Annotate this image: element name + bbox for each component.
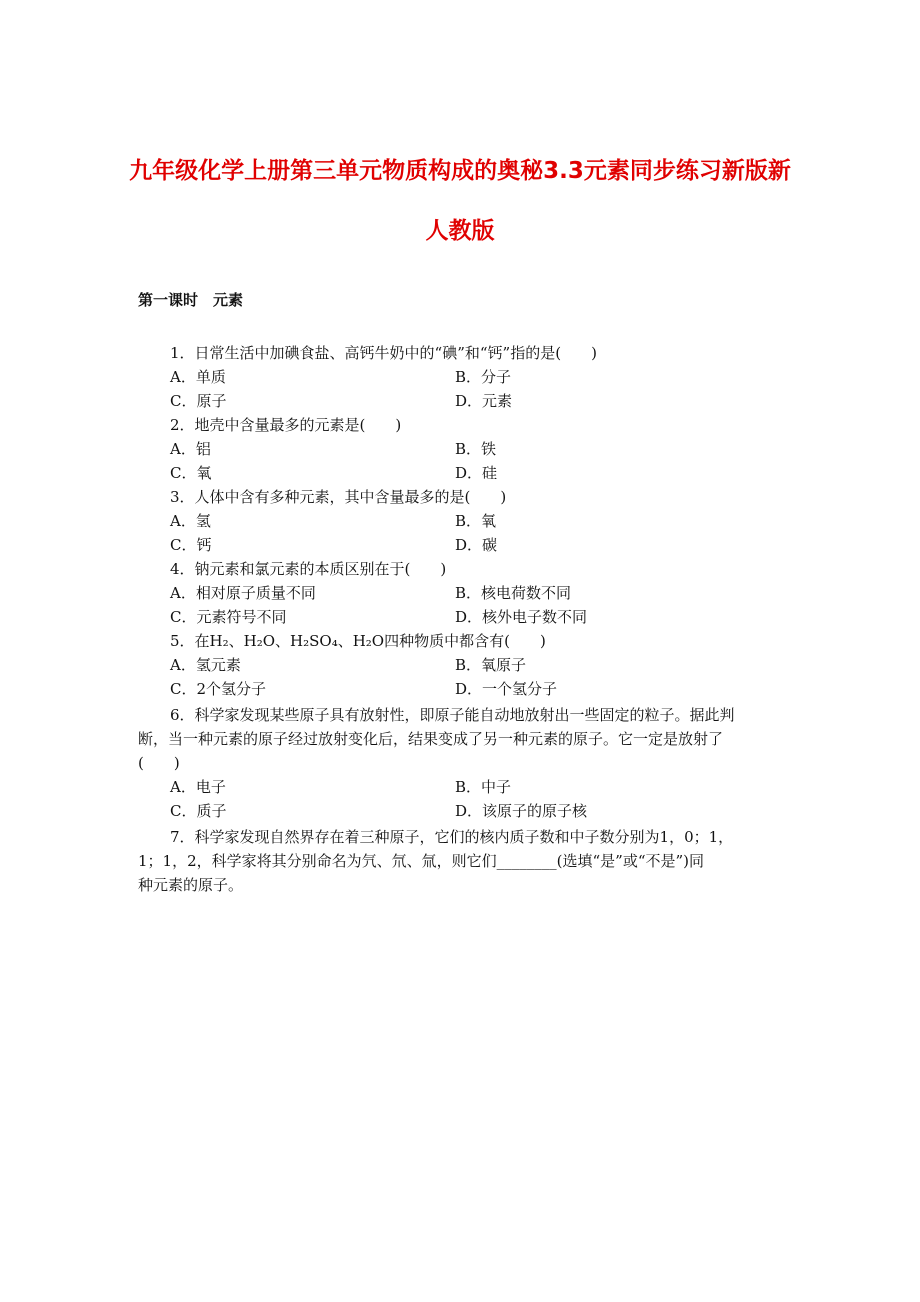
document-title-line-1: 九年级化学上册第三单元物质构成的奥秘3.3元素同步练习新版新	[129, 158, 791, 184]
question-6-option-a: A．电子	[170, 778, 226, 796]
question-6-option-d: D．该原子的原子核	[455, 802, 588, 820]
question-7-stem-continued: 1；1，2，科学家将其分别命名为氕、氘、氚，则它们________(选填“是”或“不是”)同	[138, 852, 705, 870]
question-6-option-b: B．中子	[455, 778, 512, 796]
question-3-option-a: A．氢	[170, 512, 211, 530]
question-7-stem-end: 种元素的原子。	[138, 876, 244, 894]
question-3-option-c: C．钙	[170, 536, 212, 554]
question-4-option-c: C．元素符号不同	[170, 608, 287, 626]
question-2-option-c: C．氧	[170, 464, 212, 482]
question-7-stem: 7．科学家发现自然界存在着三种原子，它们的核内质子数和中子数分别为1，0；1，	[170, 828, 734, 846]
question-3-option-b: B．氧	[455, 512, 497, 530]
question-4-stem: 4．钠元素和氯元素的本质区别在于( )	[170, 560, 447, 578]
document-title-line-2: 人教版	[425, 218, 495, 244]
question-2-option-a: A．铝	[170, 440, 211, 458]
question-6-answer-blank: ( )	[138, 754, 180, 772]
question-2-stem: 2．地壳中含量最多的元素是( )	[170, 416, 402, 434]
question-6-stem-continued: 断，当一种元素的原子经过放射变化后，结果变成了另一种元素的原子。它一定是放射了	[138, 730, 724, 748]
question-1-option-a: A．单质	[170, 368, 226, 386]
question-4-option-d: D．核外电子数不同	[455, 608, 588, 626]
question-6-stem: 6．科学家发现某些原子具有放射性，即原子能自动地放射出一些固定的粒子。据此判	[170, 706, 735, 724]
question-5-option-c: C．2个氢分子	[170, 680, 267, 698]
question-5-stem: 5．在H₂、H₂O、H₂SO₄、H₂O四种物质中都含有( )	[170, 632, 546, 650]
question-5-option-b: B．氧原子	[455, 656, 527, 674]
question-2-option-d: D．硅	[455, 464, 498, 482]
question-3-option-d: D．碳	[455, 536, 498, 554]
question-4-option-b: B．核电荷数不同	[455, 584, 572, 602]
question-5-option-d: D．一个氢分子	[455, 680, 558, 698]
question-3-stem: 3．人体中含有多种元素，其中含量最多的是( )	[170, 488, 507, 506]
question-5-option-a: A．氢元素	[170, 656, 241, 674]
question-1-option-c: C．原子	[170, 392, 227, 410]
question-2-option-b: B．铁	[455, 440, 497, 458]
question-4-option-a: A．相对原子质量不同	[170, 584, 316, 602]
question-1-option-d: D．元素	[455, 392, 513, 410]
question-1-stem: 1．日常生活中加碘食盐、高钙牛奶中的“碘”和“钙”指的是( )	[170, 344, 597, 362]
section-heading: 第一课时 元素	[138, 291, 244, 309]
question-6-option-c: C．质子	[170, 802, 227, 820]
question-1-option-b: B．分子	[455, 368, 512, 386]
